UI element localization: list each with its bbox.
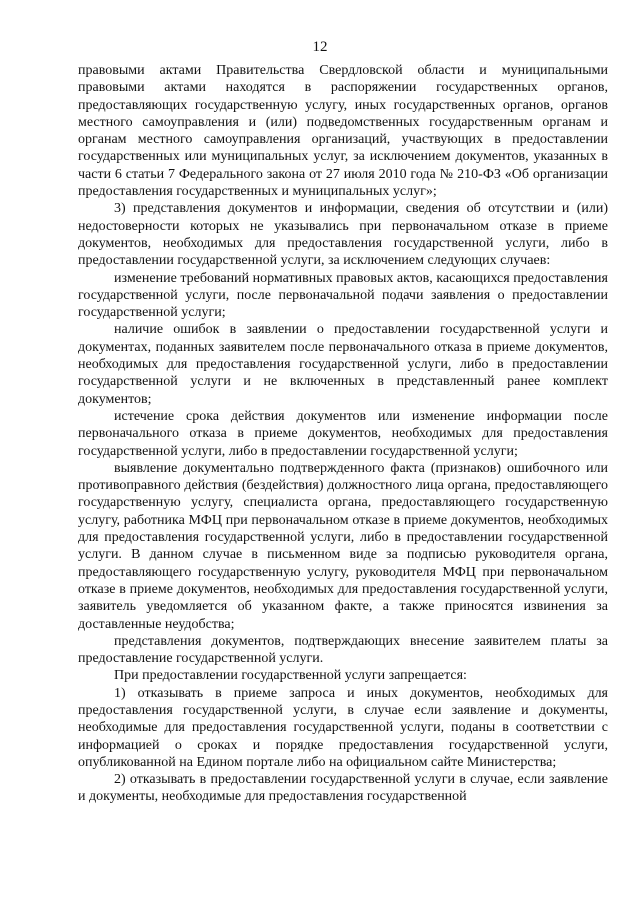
paragraph-case-expiry: истечение срока действия документов или изменение информации после первоначального отказа в приеме документов, необходимых для предоставления государственной услуги, либо в предоставлении государственной услуги; (78, 408, 608, 459)
paragraph-item-3: 3) представления документов и информации, сведения об отсутствии и (или) недостоверности которых не указывались при первоначальном отказе в приеме документов, необходимых для предоставления государственной услуги, либо в предоставлении государственной услуги, за исключением следующих случаев: (78, 201, 608, 269)
paragraph-case-wrongful-action: выявление документально подтвержденного факта (признаков) ошибочного или противоправного действия (бездействия) должностного лица органа, предоставляющего государственную услугу, специалиста органа, предоставляющего государственную услугу, работника МФЦ при первоначальном отказе в приеме документов, необходимых для предоставления государственной услуги, либо в предоставлении государственной услуги. В данном случае в письменном виде за подписью руководителя органа, предоставляющего государственную услугу, руководителя МФЦ при первоначальном отказе в приеме документов, необходимых для предоставления государственной услуги, заявитель уведомляется об указанном факте, а также приносятся извинения за доставленные неудобства; (78, 460, 608, 632)
paragraph-payment-documents: представления документов, подтверждающих внесение заявителем платы за предоставление государственной услуги. (78, 633, 608, 667)
page-body (78, 62, 608, 806)
paragraph-case-requirements-change: изменение требований нормативных правовых актов, касающихся предоставления государственной услуги, после первоначальной подачи заявления о предоставлении государственной услуги; (78, 270, 608, 321)
page-number: 12 (312, 39, 328, 55)
paragraph-prohibitions-heading: При предоставлении государственной услуги запрещается: (114, 668, 467, 684)
paragraph-prohibition-2: 2) отказывать в предоставлении государственной услуги в случае, если заявление и документы, необходимые для предоставления государственной (78, 772, 608, 805)
paragraph-prohibition-1: 1) отказывать в приеме запроса и иных документов, необходимых для предоставления государственной услуги, в случае если заявление и документы, необходимые для предоставления государственной услуги, поданы в соответствии с информацией о сроках и порядке предоставления государственной услуги, опубликованной на Едином портале либо на официальном сайте Министерства; (78, 685, 608, 770)
paragraph-continuation: правовыми актами Правительства Свердловской области и муниципальными правовыми актами находятся в распоряжении государственных органов, предоставляющих государственную услугу, иных государственных органов, органов местного самоуправления и (или) подведомственных государственным органам и органам местного самоуправления организаций, участвующих в предоставлении государственных или муниципальных услуг, за исключением документов, указанных в части 6 статьи 7 Федерального закона от 27 июля 2010 года № 210-ФЗ «Об организации предоставления государственных и муниципальных услуг»; (78, 63, 608, 200)
paragraph-case-errors: наличие ошибок в заявлении о предоставлении государственной услуги и документах, поданных заявителем после первоначального отказа в приеме документов, необходимых для предоставления государственной услуги, либо в предоставлении государственной услуги и не включенных в представленный ранее комплект документов; (78, 322, 608, 407)
